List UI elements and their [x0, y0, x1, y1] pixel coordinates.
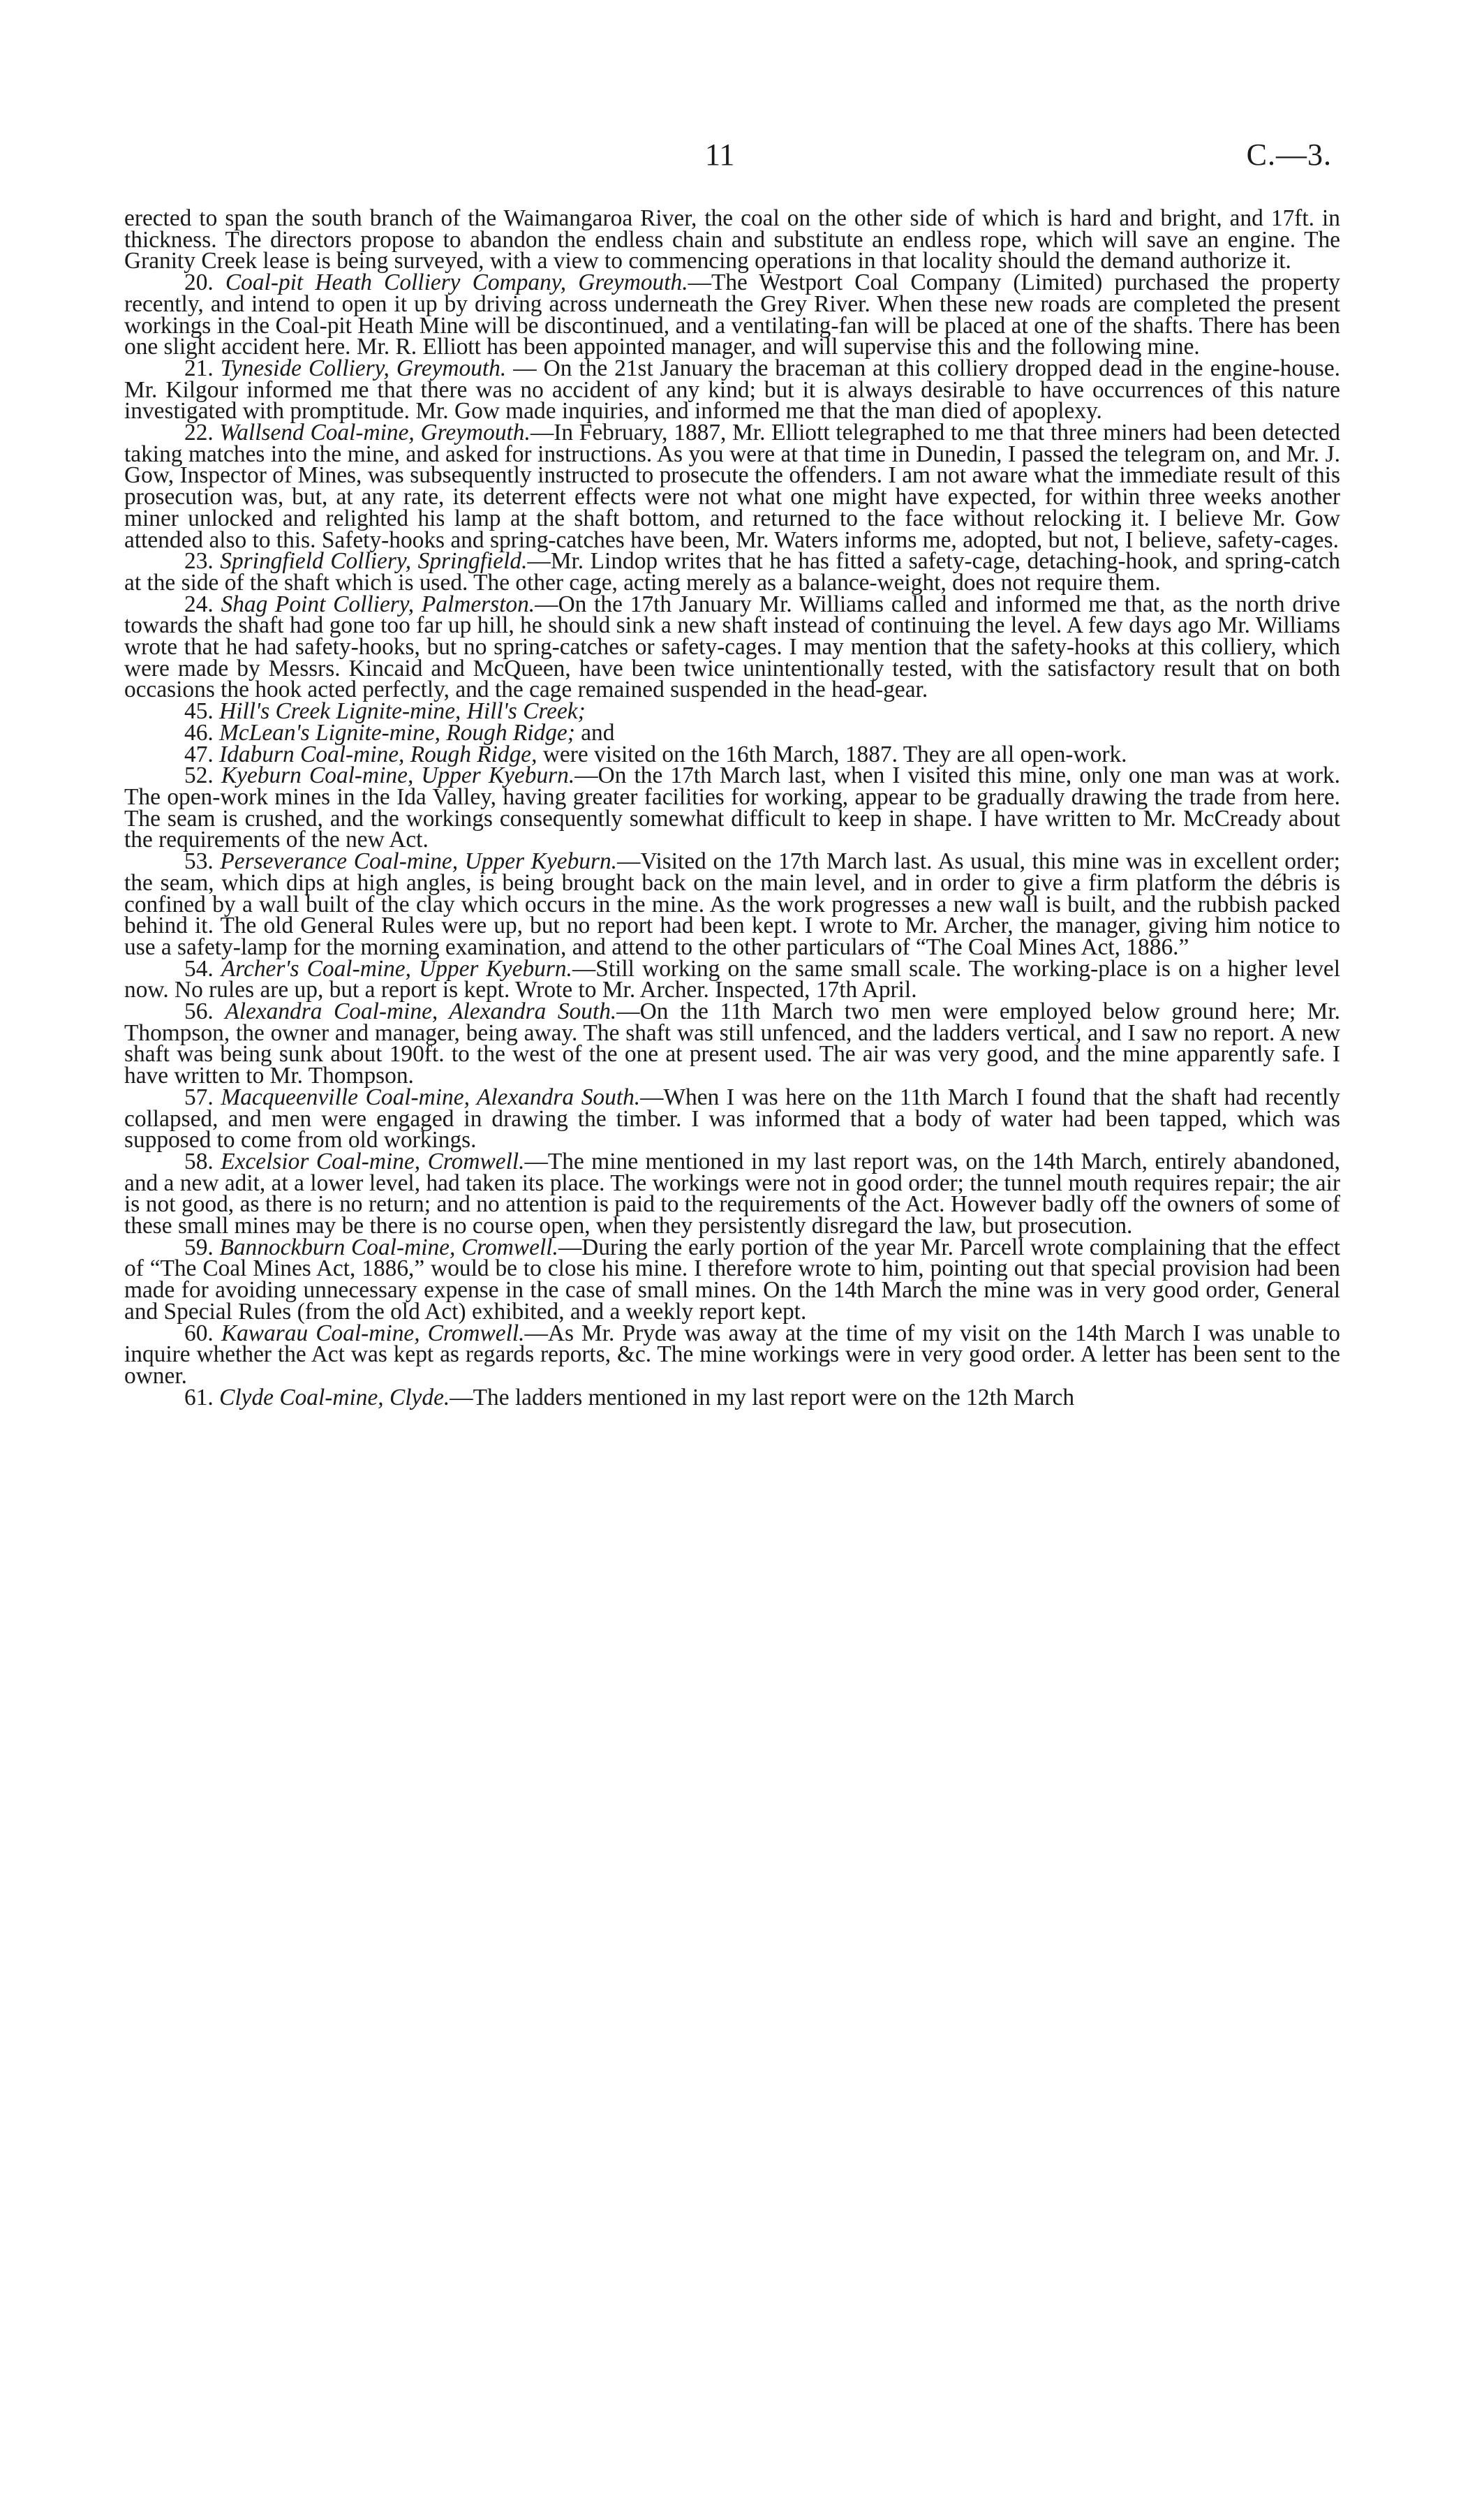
paragraph-number: 52.	[184, 762, 214, 789]
paragraph	[124, 955, 1340, 1003]
report-body	[124, 205, 1340, 1410]
paragraph-number: 47.	[184, 741, 214, 767]
paragraph-number: 20.	[184, 270, 214, 296]
paragraph-text: —Mr. Lindop writes that he has fitted a safety-cage, detaching-hook, and spring-catch at the side of the shaft which is used. The other cage, acting merely as a balance-weight, does not require them.	[124, 548, 1340, 596]
paragraph-text: —During the early portion of the year Mr. Parcell wrote complaining that the effect of “The Coal Mines Act, 1886,” would be to close his mine. I therefore wrote to him, pointing out that special provision had been made for avoiding unnecessary expense in the case of small mines. On the 14th March the mine was in very good order, General and Special Rules (from the old Act) exhibited, and a weekly report kept.	[124, 1234, 1340, 1325]
mine-name: Clyde Coal-mine, Clyde.	[219, 1384, 450, 1410]
paragraph-number: 23.	[184, 548, 214, 575]
mine-name: Tyneside Colliery, Greymouth.	[220, 355, 507, 381]
page-number: 11	[705, 138, 735, 172]
mine-name: Idaburn Coal-mine, Rough Ridge,	[219, 741, 537, 767]
paragraph	[124, 1148, 1340, 1239]
mine-name: Perseverance Coal-mine, Upper Kyeburn.	[220, 848, 618, 875]
mine-name: Bannockburn Coal-mine, Cromwell.	[219, 1234, 558, 1260]
paragraph-number: 24.	[184, 591, 214, 617]
paragraph	[124, 205, 1340, 274]
paragraph	[124, 591, 1340, 703]
paragraph-text: were visited on the 16th March, 1887. They are all open-work.	[537, 741, 1127, 767]
paragraph-text: —The Westport Coal Company (Limited) purchased the property recently, and intend to open it up by driving across underneath the Grey River. When these new roads are completed the present workings in the Coal-pit Heath Mine will be discontinued, and a ventilating-fan will be placed at one of the shafts. There has been one slight accident here. Mr. R. Elliott has been appointed manager, and will supervise this and the following mine.	[124, 270, 1340, 360]
paragraph-text: —Still working on the same small scale. The working-place is on a higher level now. No rules are up, but a report is kept. Wrote to Mr. Archer. Inspected, 17th April.	[124, 955, 1340, 1003]
paragraph-text: —On the 17th January Mr. Williams called and informed me that, as the north drive towards the shaft had gone too far up hill, he should sink a new shaft instead of continuing the level. A few days ago Mr. Williams wrote that he had safety-hooks, but no spring-catches or safety-cages. I may mention that the safety-hooks at this colliery, which were made by Messrs. Kincaid and McQueen, have been twice unintentionally tested, with the satisfactory result that on both occasions the hook acted perfectly, and the cage remained suspended in the head-gear.	[124, 591, 1340, 703]
mine-name: Coal-pit Heath Colliery Company, Greymouth.	[225, 270, 688, 296]
paragraph	[124, 762, 1340, 853]
paragraph	[124, 1084, 1340, 1153]
paragraph-number: 22.	[184, 420, 214, 446]
mine-name: McLean's Lignite-mine, Rough Ridge;	[219, 719, 575, 746]
paragraph-text: —Visited on the 17th March last. As usual, this mine was in excellent order; the seam, which dips at high angles, is being brought back on the main level, and in order to give a firm platform the débris is confined by a wall built of the clay which occurs in the mine. As the work progresses a new wall is built, and the rubbish packed behind it. The old General Rules were up, but no report had been kept. I wrote to Mr. Archer, the manager, giving him notice to use a safety-lamp for the morning examination, and attend to the other particulars of “The Coal Mines Act, 1886.”	[124, 848, 1340, 960]
paragraph	[124, 422, 1340, 551]
paragraph-number: 53.	[184, 848, 214, 875]
mine-name: Springfield Colliery, Springfield.	[220, 548, 528, 575]
paragraph-text: —On the 11th March two men were employed below ground here; Mr. Thompson, the owner and manager, being away. The shaft was still unfenced, and the ladders vertical, and I saw no report. A new shaft was being sunk about 190ft. to the west of the one at present used. The air was very good, and the mine apparently safe. I have written to Mr. Thompson.	[124, 998, 1340, 1089]
mine-name: Alexandra Coal-mine, Alexandra South.	[225, 998, 617, 1025]
mine-name: Hill's Creek Lignite-mine, Hill's Creek;	[219, 698, 586, 725]
paragraph	[124, 355, 1340, 425]
paragraph	[124, 1320, 1340, 1389]
paragraph	[124, 998, 1340, 1089]
mine-name: Kyeburn Coal-mine, Upper Kyeburn.	[221, 762, 575, 789]
paragraph-number: 60.	[184, 1320, 214, 1346]
paragraph-number: 45.	[184, 698, 214, 725]
paragraph-text: — On the 21st January the braceman at this colliery dropped dead in the engine-house. Mr. Kilgour informed me that there was no accident of any kind; but it is always desirable to have occurrences of this nature investigated with promptitude. Mr. Gow made inquiries, and informed me that the man died of apoplexy.	[124, 355, 1340, 425]
paragraph-number: 61.	[184, 1384, 214, 1410]
paragraph-number: 58.	[184, 1148, 214, 1174]
paragraph-text: —In February, 1887, Mr. Elliott telegraphed to me that three miners had been detected taking matches into the mine, and asked for instructions. As you were at that time in Dunedin, I passed the telegram on, and Mr. J. Gow, Inspector of Mines, was subsequently instructed to prosecute the offenders. I am not aware what the immediate result of this prosecution was, but, at any rate, its deterrent effects were not what one might have expected, for within three weeks another miner unlocked and relighted his lamp at the shaft bottom, and returned to the face without relocking it. I believe Mr. Gow attended also to this. Safety-hooks and spring-catches have been, Mr. Waters informs me, adopted, but not, I believe, safety-cages.	[124, 420, 1340, 553]
page-header	[0, 137, 1484, 179]
paragraph	[124, 272, 1340, 358]
paragraph-text: and	[574, 719, 615, 746]
paragraph-text: —When I was here on the 11th March I found that the shaft had recently collapsed, and men were engaged in drawing the timber. I was informed that a body of water had been tapped, which was supposed to come from old workings.	[124, 1084, 1340, 1153]
paragraph-number: 59.	[184, 1234, 214, 1260]
mine-name: Shag Point Colliery, Palmerston.	[221, 591, 535, 617]
paragraph-text: —The mine mentioned in my last report was, on the 14th March, entirely abandoned, and a new adit, at a lower level, had taken its place. The workings were not in good order; the tunnel mouth requires repair; the air is not good, as there is no return; and no attention is paid to the requirements of the Act. However badly off the owners of some of these small mines may be there is no course open, when they persistently disregard the law, but prosecution.	[124, 1148, 1340, 1239]
paragraph	[124, 548, 1340, 596]
mine-name: Macqueenville Coal-mine, Alexandra South.	[221, 1084, 641, 1110]
paragraph-number: 21.	[184, 355, 214, 381]
mine-name: Archer's Coal-mine, Upper Kyeburn.	[221, 955, 572, 982]
report-reference: C.—3.	[1246, 138, 1332, 172]
paragraph-number: 46.	[184, 719, 214, 746]
paragraph	[124, 1234, 1340, 1325]
paragraph-number: 57.	[184, 1084, 214, 1110]
paragraph-text: erected to span the south branch of the Waimangaroa River, the coal on the other side of which is hard and bright, and 17ft. in thickness. The directors propose to abandon the endless chain and substitute an endless rope, which will save an engine. The Granity Creek lease is being surveyed, with a view to commencing operations in that locality should the demand authorize it.	[124, 205, 1340, 274]
paragraph-number: 56.	[184, 998, 214, 1025]
mine-name: Excelsior Coal-mine, Cromwell.	[221, 1148, 525, 1174]
mine-name: Wallsend Coal-mine, Greymouth.	[219, 420, 530, 446]
paragraph-text: —The ladders mentioned in my last report were on the 12th March	[450, 1384, 1075, 1410]
paragraph	[124, 848, 1340, 960]
paragraph	[124, 1384, 1340, 1410]
paragraph-number: 54.	[184, 955, 214, 982]
paragraph-text: —As Mr. Pryde was away at the time of my visit on the 14th March I was unable to inquire whether the Act was kept as regards reports, &c. The mine workings were in very good order. A letter has been sent to the owner.	[124, 1320, 1340, 1389]
paragraph-text: —On the 17th March last, when I visited this mine, only one man was at work. The open-work mines in the Ida Valley, having greater facilities for working, appear to be gradually drawing the trade from here. The seam is crushed, and the workings consequently somewhat difficult to keep in shape. I have written to Mr. McCready about the requirements of the new Act.	[124, 762, 1340, 853]
mine-name: Kawarau Coal-mine, Cromwell.	[221, 1320, 525, 1346]
